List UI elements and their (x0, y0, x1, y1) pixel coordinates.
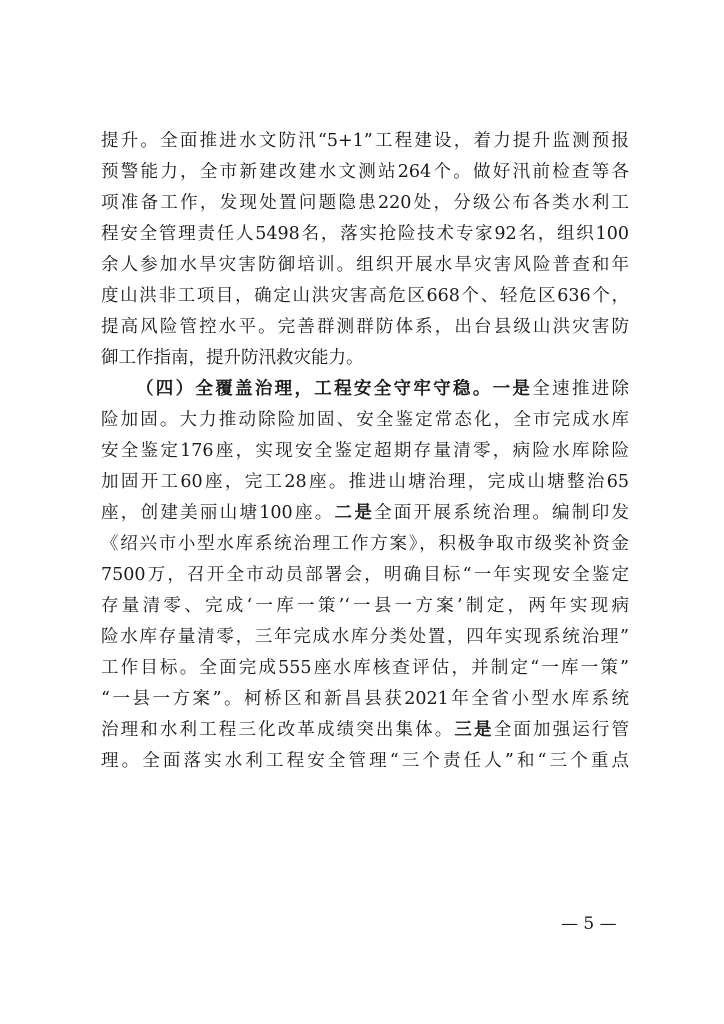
text-run: 全面加强运行管 (493, 720, 630, 740)
text-line: 理。全面落实水利工程安全管理“三个责任人”和“三个重点 (101, 751, 629, 771)
section-heading: （四）全覆盖治理，工程安全守牢守稳。 (136, 379, 493, 399)
item-marker: 二是 (334, 503, 375, 523)
paragraph-full-coverage-governance (101, 374, 629, 777)
text-line: 《绍兴市小型水库系统治理工作方案》，积极争取市级奖补资金 (101, 534, 629, 554)
text-line: 险水库存量清零，三年完成水库分类处置，四年实现系统治理” (101, 627, 629, 647)
text-line (101, 498, 629, 529)
text-line: 余人参加水旱灾害防御培训。组织开展水旱灾害风险普查和年 (101, 255, 629, 275)
text-line: 提高风险管控水平。完善群测群防体系，出台县级山洪灾害防 (101, 317, 629, 337)
text-run: 全速推进除 (532, 379, 629, 399)
item-marker: 三是 (454, 720, 494, 740)
text-line: 项准备工作，发现处置问题隐患220处，分级公布各类水利工 (101, 193, 629, 213)
text-line (101, 374, 629, 405)
page-number: — 5 — (561, 914, 617, 934)
text-run: 全面开展系统治理。编制印发 (374, 503, 630, 523)
text-line: 7500万，召开全市动员部署会，明确目标“一年实现安全鉴定 (101, 565, 629, 585)
text-line: 加固开工60座，完工28座。推进山塘治理，完成山塘整治65 (101, 472, 629, 492)
text-line: 存量清零、完成‘一库一策’‘一县一方案’制定，两年实现病 (101, 596, 629, 616)
body-text (101, 126, 629, 777)
paragraph-water-monitoring (101, 126, 629, 374)
text-run: 治理和水利工程三化改革成绩突出集体。 (101, 720, 455, 740)
text-line: 度山洪非工项目，确定山洪灾害高危区668个、轻危区636个， (101, 286, 629, 306)
text-line: 险加固。大力推动除险加固、安全鉴定常态化，全市完成水库 (101, 410, 629, 430)
text-line: 工作目标。全面完成555座水库核查评估，并制定“一库一策” (101, 658, 629, 678)
text-run: 座，创建美丽山塘100座。 (101, 503, 335, 523)
item-marker: 一是 (492, 379, 533, 399)
text-line: 御工作指南，提升防汛救灾能力。 (101, 348, 364, 368)
text-line (101, 715, 629, 746)
text-line: 安全鉴定176座，实现安全鉴定超期存量清零，病险水库除险 (101, 441, 629, 461)
text-line: 预警能力，全市新建改建水文测站264个。做好汛前检查等各 (101, 162, 629, 182)
text-line: 提升。全面推进水文防汛“5+1”工程建设，着力提升监测预报 (101, 131, 629, 151)
text-line: “一县一方案”。柯桥区和新昌县获2021年全省小型水库系统 (101, 689, 629, 709)
text-line: 程安全管理责任人5498名，落实抢险技术专家92名，组织100 (101, 224, 629, 244)
